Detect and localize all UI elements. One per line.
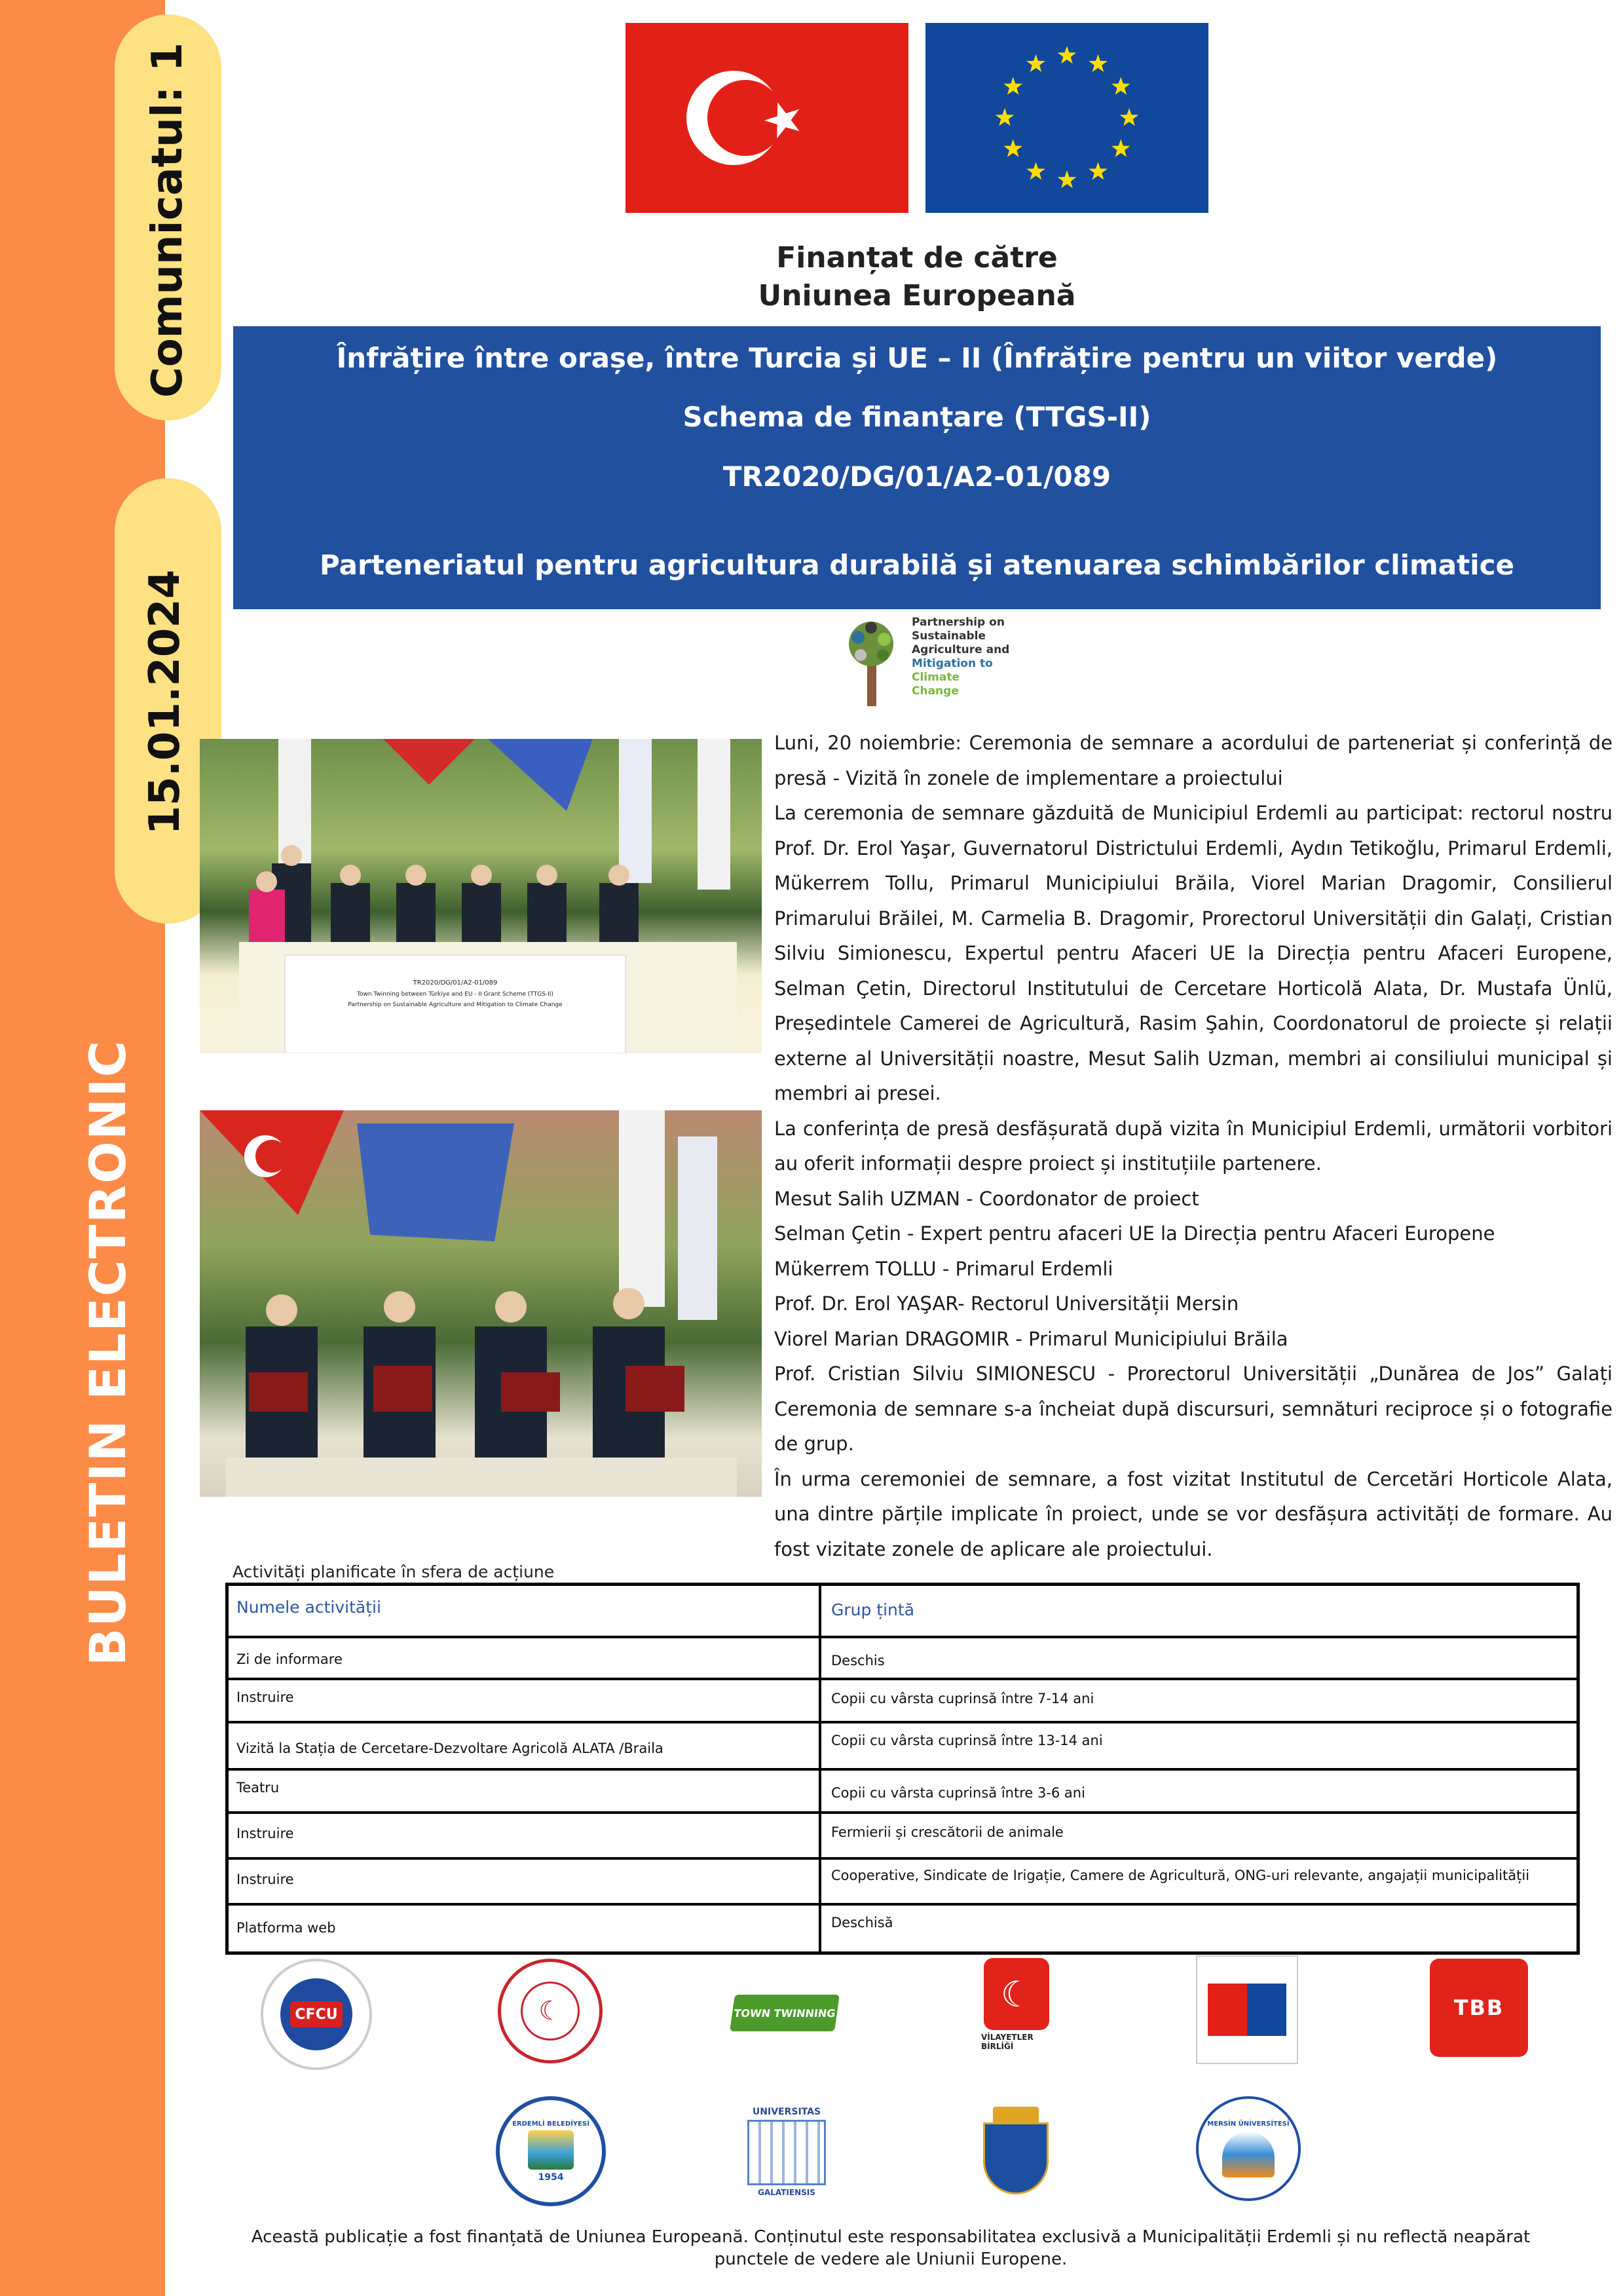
eu-affairs-directorate-logo	[1196, 1955, 1298, 2064]
vilayetler-label: VİLAYETLER BİRLİĞİ	[981, 2033, 1034, 2051]
eu-star-icon	[1004, 140, 1023, 157]
group-cell: Copii cu vârsta cuprinsă între 7-14 ani	[831, 1691, 1094, 1706]
activity-cell: Vizită la Stația de Cercetare-Dezvoltare Agricolă ALATA /Braila	[229, 1723, 821, 1768]
table-row	[229, 1638, 1576, 1680]
activity-cell: Platforma web	[229, 1906, 821, 1955]
header-target-group: Grup țintă	[831, 1600, 915, 1619]
article-body	[774, 726, 1613, 1567]
bulletin-title: BULETIN ELECTRONIC	[79, 1039, 137, 1666]
eu-star-icon	[1120, 108, 1139, 126]
eu-star-icon	[1058, 170, 1077, 188]
header-activity: Numele activității	[229, 1586, 821, 1636]
article-paragraph-9: Prof. Cristian Silviu SIMIONESCU - Prorectorul Universității „Dunărea de Jos” Galați Ceremonia de semnare s-a încheiat după discursuri, semnături reciproce și o fotografie de grup.	[774, 1363, 1613, 1455]
banner-scheme: Schema de finanțare (TTGS-II)	[682, 401, 1151, 433]
signed-agreements-photo	[200, 1110, 762, 1497]
mersin-university-logo	[1196, 2096, 1301, 2201]
issue-date: 15.01.2024	[141, 569, 189, 835]
logo-text-2: Sustainable	[912, 630, 986, 643]
article-paragraph-3: La conferința de presă desfășurată după vizita în Municipiul Erdemli, următorii vorbitori au oferit informații despre proiect și instituțiile partenere.	[774, 1117, 1613, 1175]
funded-by-eu	[655, 239, 1179, 315]
table-row	[229, 1814, 1576, 1860]
speaker-uzman: Mesut Salih UZMAN - Coordonator de proiect	[774, 1187, 1199, 1210]
funded-line1: Finanțat de către	[776, 241, 1058, 274]
activities-caption: Activități planificate în sfera de acțiune	[233, 1562, 555, 1581]
eu-star-icon	[1026, 54, 1045, 72]
eu-star-icon	[1089, 162, 1108, 179]
table-row	[229, 1906, 1576, 1955]
activity-cell: Teatru	[229, 1771, 821, 1811]
ministry-seal-logo: ☾	[498, 1959, 603, 2063]
funded-line2: Uniunea Europeană	[758, 279, 1076, 312]
cfcu-label: CFCU	[290, 2001, 343, 2027]
eu-star-icon	[996, 108, 1015, 126]
activity-cell: Instruire	[229, 1814, 821, 1857]
braila-coat-of-arms	[979, 2099, 1053, 2202]
eu-disclaimer: Această publicație a fost finanțată de Uniunea Europeană. Conținutul este responsabilitatea exclusivă a Municipalității Erdemli și nu reflectă neapărat punctele de vedere ale Uniunii Europene.	[251, 2227, 1531, 2269]
communique-number: Comunicatul: 1	[143, 42, 192, 398]
eu-star-icon	[1111, 77, 1130, 95]
universitas-label: UNIVERSITAS	[752, 2107, 821, 2117]
banner-project-title: Parteneriatul pentru agricultura durabilă și atenuarea schimbărilor climatice	[319, 549, 1514, 581]
cfcu-logo	[261, 1959, 372, 2070]
town-twinning-logo: TOWN TWINNING	[730, 1995, 840, 2031]
eu-star-icon	[1004, 77, 1023, 95]
photo1-sign-ref: TR2020/DG/01/A2-01/089	[413, 979, 498, 987]
logo-text-1: Partnership on	[912, 616, 1005, 629]
erdemli-municipality-logo	[496, 2096, 606, 2206]
article-paragraph-2: La ceremonia de semnare găzduită de Municipiul Erdemli au participat: rectorul nostru Prof. Dr. Erol Yaşar, Guvernatorul Districtului Erdemli, Aydın Tetikoğlu, Primarul Erdemli, Mükerrem Tollu, Primarul Municipiului Brăila, Viorel Marian Dragomir, Consilierul Primarului Brăilei, M. Carmelia B. Dragomir, Prorectorul Universității din Galați, Cristian Silviu Simionescu, Expertul pentru Afaceri UE la Direcția pentru Afaceri Europene, Selman Çetin, Directorul Institutului de Cercetare Horticolă Alata, Dr. Mustafa Ünlü, Președintele Camerei de Agricultură, Rasim Şahin, Coordonatorul de proiecte și relații externe al Universității noastre, Mesut Salih Uzman, membri ai consiliului municipal și membri ai presei.	[774, 802, 1613, 1104]
logo-text-6: Change	[912, 685, 959, 698]
speaker-yasar: Prof. Dr. Erol YAŞAR- Rectorul Universității Mersin	[774, 1292, 1239, 1315]
photo1-sign-text2: Partnership on Sustainable Agriculture and Mitigation to Climate Change	[348, 1002, 563, 1008]
group-cell: Copii cu vârsta cuprinsă între 3-6 ani	[831, 1785, 1085, 1801]
table-row	[229, 1771, 1576, 1814]
project-banner	[233, 326, 1601, 609]
speaker-tollu: Mükerrem TOLLU - Primarul Erdemli	[774, 1257, 1113, 1280]
signing-ceremony-photo	[200, 739, 762, 1053]
banner-program: Înfrățire între orașe, între Turcia și UE – II (Înfrățire pentru un viitor verde)	[336, 342, 1498, 374]
eu-star-icon	[1026, 162, 1045, 179]
project-logo	[838, 614, 1022, 713]
erdemli-year: 1954	[538, 2172, 564, 2183]
eu-star-icon	[1089, 54, 1108, 72]
speaker-dragomir: Viorel Marian DRAGOMIR - Primarul Municipiului Brăila	[774, 1327, 1288, 1350]
banner-reference: TR2020/DG/01/A2-01/089	[722, 461, 1111, 493]
article-paragraph-10: În urma ceremoniei de semnare, a fost vizitat Institutul de Cercetări Horticole Alata, una dintre părțile implicate în proiect, unde se vor desfășura activități de formare. Au fost vizitate zonele de aplicare ale proiectului.	[774, 1467, 1613, 1560]
table-header-row	[229, 1586, 1576, 1638]
tbb-logo: TBB	[1430, 1959, 1528, 2057]
activity-cell: Zi de informare	[229, 1638, 821, 1678]
article-paragraph-1: Luni, 20 noiembrie: Ceremonia de semnare a acordului de parteneriat și conferință de presă - Vizită în zonele de implementare a proiectului	[774, 732, 1613, 789]
galatiensis-label: GALATIENSIS	[758, 2188, 815, 2197]
activities-table	[225, 1583, 1580, 1955]
logo-text-4: Mitigation to	[912, 657, 993, 670]
vilayetler-birligi-logo: ☾ VİLAYETLER BİRLİĞİ	[981, 1955, 1052, 2054]
activity-cell: Instruire	[229, 1860, 821, 1903]
erdemli-label: ERDEMLİ BELEDİYESİ	[512, 2120, 589, 2128]
group-cell: Copii cu vârsta cuprinsă între 13-14 ani	[831, 1733, 1103, 1748]
eu-star-icon	[1111, 140, 1130, 157]
activity-cell: Instruire	[229, 1680, 821, 1721]
galati-university-logo	[739, 2099, 834, 2204]
group-cell: Cooperative, Sindicate de Irigație, Camere de Agricultură, ONG-uri relevante, angajații municipalității	[831, 1868, 1530, 1883]
speaker-cetin: Selman Çetin - Expert pentru afaceri UE la Direcția pentru Afaceri Europene	[774, 1222, 1495, 1245]
table-row	[229, 1680, 1576, 1723]
photo1-sign-text: Town Twinning between Türkiye and EU - II Grant Scheme (TTGS-II)	[357, 991, 553, 998]
group-cell: Deschis	[831, 1653, 885, 1668]
logo-text-5: Climate	[912, 671, 960, 684]
eu-flag	[925, 23, 1208, 213]
mersin-label: MERSİN ÜNİVERSİTESİ	[1207, 2120, 1290, 2128]
logo-text-3: Agriculture and	[912, 643, 1010, 656]
eu-star-icon	[1058, 46, 1077, 64]
group-cell: Deschisă	[831, 1915, 893, 1930]
turkey-flag	[625, 23, 908, 213]
group-cell: Fermierii și crescătorii de animale	[831, 1824, 1064, 1840]
table-row	[229, 1723, 1576, 1771]
table-row	[229, 1860, 1576, 1906]
